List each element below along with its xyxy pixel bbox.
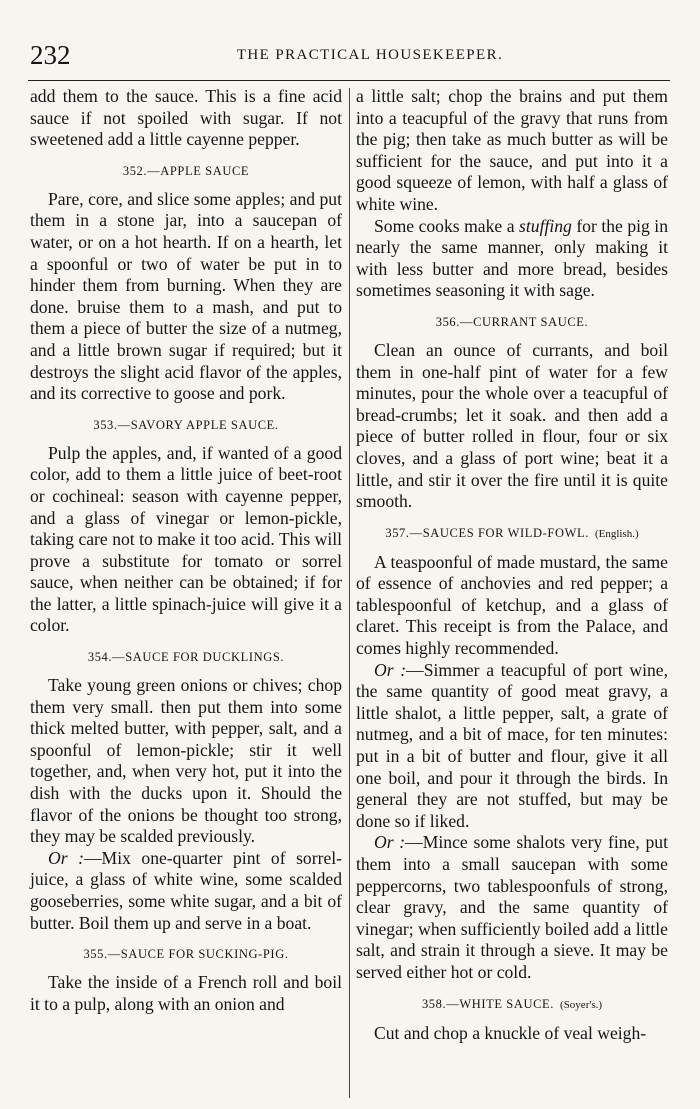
recipe-358-title: 358.—WHITE SAUCE. [421,996,555,1011]
alternative-text: —Mince some shalots very fine, put them into a small saucepan with some peppercorns, two tablespoonfuls of strong, clear gravy, and the same quantity of vinegar; when sufficiently boiled add a little salt, and strain it through a sieve. It may be served either hot or cold. [356,832,668,982]
stuffing-paragraph [356,216,668,302]
stuffing-text-pre: Some cooks make a [374,215,520,236]
recipe-353-body: Pulp the apples, and, if wanted of a good color, add to them a little juice of beet-root or cochineal: season with cayenne pepper, and a glass of vinegar or lemon-pickle, taking care not to make it too acid. This will prove a substitute for tomato or sorrel sauce, when neither can be obtained; if for the latter, a little spinach-juice will give it a color. [30,442,342,636]
stuffing-word: stuffing [519,215,572,236]
header-rule [28,80,670,81]
recipe-357-source: (English.) [594,527,639,540]
recipe-357-heading [356,525,668,542]
recipe-355-body: Take the inside of a French roll and boil it to a pulp, along with an onion and [30,972,342,1014]
recipe-357-body: A teaspoonful of made mustard, the same of essence of anchovies and red pepper; a tablespoonful of ketchup, and a glass of claret. This receipt is from the Palace, and comes highly recommended. [356,551,668,659]
right-column [356,86,668,1044]
recipe-358-body: Cut and chop a knuckle of veal weigh- [374,1022,647,1043]
recipe-358-source: (Soyer's.) [560,998,603,1011]
recipe-357-alternative-2 [356,832,668,983]
or-label: Or : [48,847,84,868]
recipe-354-alternative [30,848,342,934]
recipe-355-continuation: a little salt; chop the brains and put them into a teacupful of the gravy that runs from the pig; then take as much butter as will be sufficient for the sauce, and put into it a good squeeze of lemon, with half a glass of white wine. [356,86,668,214]
page-number: 232 [30,40,71,70]
alternative-text: —Mix one-quarter pint of sorrel-juice, a glass of white wine, some scalded gooseberries, some white sugar, and a bit of butter. Boil them up and serve in a boat. [30,847,343,933]
left-column [30,86,342,1015]
recipe-353-heading: 353.—SAVORY APPLE SAUCE. [93,417,279,432]
continuation-paragraph: add them to the sauce. This is a fine acid sauce if not spoiled with sugar. If not sweetened add a little cayenne pepper. [30,86,342,150]
recipe-357-title: 357.—SAUCES FOR WILD-FOWL. [385,525,589,540]
alternative-text: —Simmer a teacupful of port wine, the same quantity of good meat gravy, a little shalot, a little pepper, salt, a grate of nutmeg, and a bit of mace, for ten minutes: put in a bit of butter and flour, give it all one boil, and pour it through the birds. In general they are not stuffed, but may be done so if liked. [356,659,669,831]
recipe-356-body: Clean an ounce of currants, and boil them in one-half pint of water for a few minutes, pour the whole over a teacupful of bread-crumbs; let it soak. and then add a piece of butter rolled in flour, four or six cloves, and a glass of port wine; beat it a little, and stir it over the fire until it is quite smooth. [356,339,668,512]
recipe-354-heading: 354.—SAUCE FOR DUCKLINGS. [87,650,285,665]
recipe-352-heading: 352.—APPLE SAUCE [122,163,250,178]
recipe-356-heading: 356.—CURRANT SAUCE. [435,314,589,329]
or-label: Or : [374,832,406,853]
column-divider [349,88,350,1098]
recipe-358-heading [356,996,668,1013]
stuffing-text-post: for the pig in nearly the same manner, only making it with less butter and more bread, besides sometimes seasoning it with sage. [356,215,668,301]
running-title: THE PRACTICAL HOUSEKEEPER. [236,47,504,63]
recipe-354-body: Take young green onions or chives; chop them very small. then put them into some thick melted butter, with pepper, salt, and a spoonful of lemon-pickle; stir it well together, and, when very hot, put it into the dish with the ducks upon it. Should the flavor of the onions be thought too strong, they may be scalded previously. [30,675,342,847]
or-label: Or : [374,659,407,680]
recipe-357-alternative-1 [356,660,668,833]
recipe-352-body: Pare, core, and slice some apples; and put them in a stone jar, into a saucepan of water, or on a hot hearth. If on a hearth, let a spoonful or two of water be put in to hinder them from burning. When they are done. bruise them to a mash, and put to them a piece of butter the size of a nutmeg, and a little brown sugar if required; but it destroys the slight acid flavor of the apples, and its corrective to goose and pork. [30,188,342,404]
page-header [30,38,670,72]
recipe-355-heading: 355.—SAUCE FOR SUCKING-PIG. [83,947,289,962]
